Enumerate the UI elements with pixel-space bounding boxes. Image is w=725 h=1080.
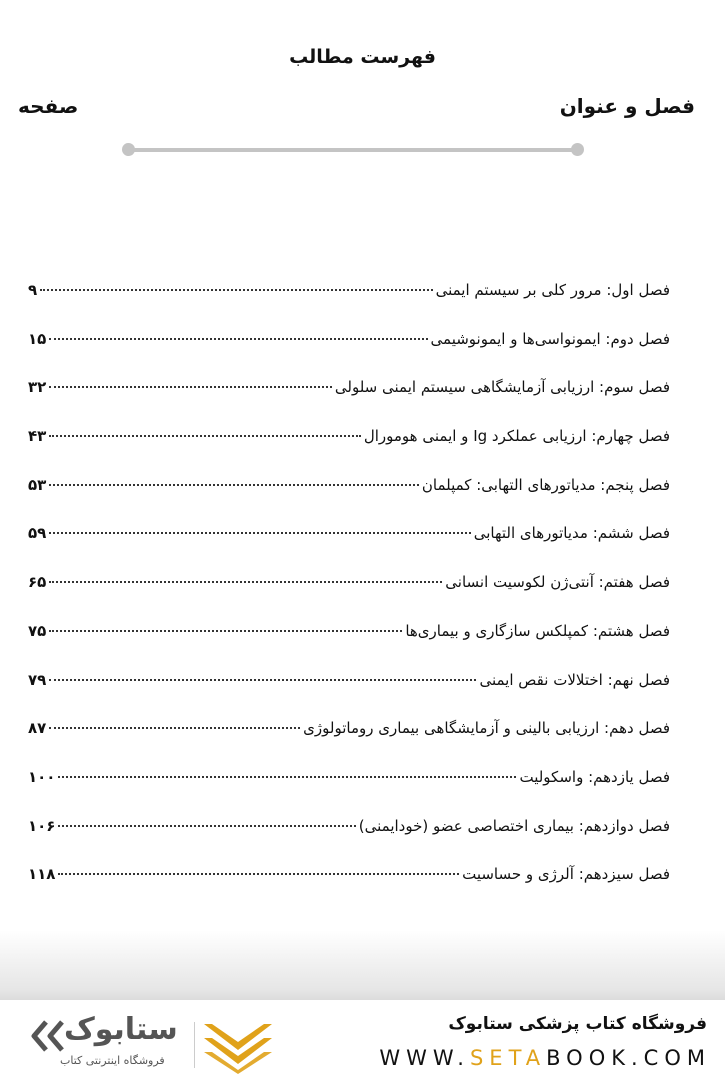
toc-leader-dots bbox=[49, 532, 470, 534]
toc-entry[interactable] bbox=[28, 708, 670, 757]
toc-leader-dots bbox=[49, 727, 300, 729]
column-header-title: فصل و عنوان bbox=[559, 94, 695, 118]
logo-divider bbox=[194, 1022, 195, 1068]
toc-entry[interactable] bbox=[28, 319, 670, 368]
store-url[interactable] bbox=[379, 1046, 711, 1070]
toc-entry[interactable] bbox=[28, 270, 670, 319]
toc-entry[interactable] bbox=[28, 806, 670, 855]
toc-entry-title: فصل چهارم: ارزیابی عملکرد Ig و ایمنی هومورال bbox=[363, 427, 670, 446]
toc-entry-page: ۱۱۸ bbox=[28, 865, 56, 884]
divider-dot-right bbox=[571, 143, 584, 156]
url-suffix: BOOK.COM bbox=[546, 1046, 711, 1070]
brand-tagline: فروشگاه اینترنتی کتاب bbox=[60, 1054, 165, 1067]
toc-entry-title: فصل ششم: مدیاتورهای التهابی bbox=[473, 524, 670, 543]
toc-leader-dots bbox=[49, 484, 419, 486]
toc-entry-page: ۷۹ bbox=[28, 670, 47, 689]
toc-leader-dots bbox=[58, 825, 355, 827]
double-chevron-left-icon bbox=[30, 1016, 66, 1056]
store-footer bbox=[0, 1000, 725, 1080]
toc-entry-title: فصل دوم: ایمونواسی‌ها و ایمونوشیمی bbox=[430, 329, 670, 348]
toc-leader-dots bbox=[49, 338, 427, 340]
toc-entry[interactable] bbox=[28, 367, 670, 416]
brand-wordmark: ستابوک bbox=[64, 1012, 178, 1047]
toc-entry-page: ۴۳ bbox=[28, 427, 47, 446]
toc-entry-page: ۱۰۶ bbox=[28, 816, 56, 835]
toc-leader-dots bbox=[49, 679, 476, 681]
footer-shadow bbox=[0, 930, 725, 1000]
toc-entry[interactable] bbox=[28, 757, 670, 806]
url-highlight: SETA bbox=[469, 1046, 547, 1070]
toc-entry-page: ۹ bbox=[28, 281, 38, 299]
toc-leader-dots bbox=[49, 435, 361, 437]
toc-entry-title: فصل پنجم: مدیاتورهای التهابی: کمپلمان bbox=[421, 475, 670, 494]
toc-entry-page: ۵۹ bbox=[28, 524, 47, 543]
toc-leader-dots bbox=[49, 386, 332, 388]
book-logo-icon bbox=[202, 1018, 274, 1074]
toc-entry-page: ۵۳ bbox=[28, 475, 47, 494]
toc-entry-title: فصل سوم: ارزیابی آزمایشگاهی سیستم ایمنی سلولی bbox=[334, 378, 670, 397]
toc-leader-dots bbox=[40, 289, 432, 291]
table-of-contents bbox=[28, 270, 670, 903]
toc-leader-dots bbox=[58, 776, 516, 778]
toc-entry[interactable] bbox=[28, 465, 670, 514]
page-title: فهرست مطالب bbox=[289, 46, 436, 68]
toc-entry-title: فصل دوازدهم: بیماری اختصاصی عضو (خودایمنی) bbox=[358, 816, 670, 835]
store-name: فروشگاه کتاب پزشکی ستابوک bbox=[448, 1014, 707, 1034]
toc-entry[interactable] bbox=[28, 513, 670, 562]
toc-leader-dots bbox=[58, 873, 459, 875]
toc-entry-title: فصل سیزدهم: آلرژی و حساسیت bbox=[462, 865, 670, 884]
toc-entry-title: فصل نهم: اختلالات نقص ایمنی bbox=[479, 670, 670, 689]
divider-dot-left bbox=[122, 143, 135, 156]
toc-entry-page: ۷۵ bbox=[28, 621, 47, 640]
toc-entry-page: ۱۵ bbox=[28, 329, 47, 348]
toc-entry[interactable] bbox=[28, 611, 670, 660]
toc-entry-page: ۳۲ bbox=[28, 378, 47, 397]
divider-rule bbox=[128, 148, 578, 152]
toc-entry[interactable] bbox=[28, 854, 670, 903]
toc-entry[interactable] bbox=[28, 562, 670, 611]
toc-leader-dots bbox=[49, 581, 442, 583]
url-prefix: WWW. bbox=[379, 1046, 470, 1070]
toc-entry-page: ۸۷ bbox=[28, 719, 47, 738]
toc-leader-dots bbox=[49, 630, 402, 632]
toc-entry-page: ۶۵ bbox=[28, 573, 47, 592]
toc-entry-title: فصل هفتم: آنتی‌ژن لکوسیت انسانی bbox=[445, 573, 670, 592]
toc-entry-title: فصل اول: مرور کلی بر سیستم ایمنی bbox=[435, 281, 670, 299]
toc-entry[interactable] bbox=[28, 416, 670, 465]
toc-entry-title: فصل دهم: ارزیابی بالینی و آزمایشگاهی بیماری روماتولوژی bbox=[303, 719, 670, 738]
toc-entry[interactable] bbox=[28, 660, 670, 709]
column-header-page: صفحه bbox=[18, 94, 79, 118]
toc-entry-page: ۱۰۰ bbox=[28, 767, 56, 786]
toc-entry-title: فصل هشتم: کمپلکس سازگاری و بیماری‌ها bbox=[405, 621, 670, 640]
toc-entry-title: فصل یازدهم: واسکولیت bbox=[519, 767, 670, 786]
